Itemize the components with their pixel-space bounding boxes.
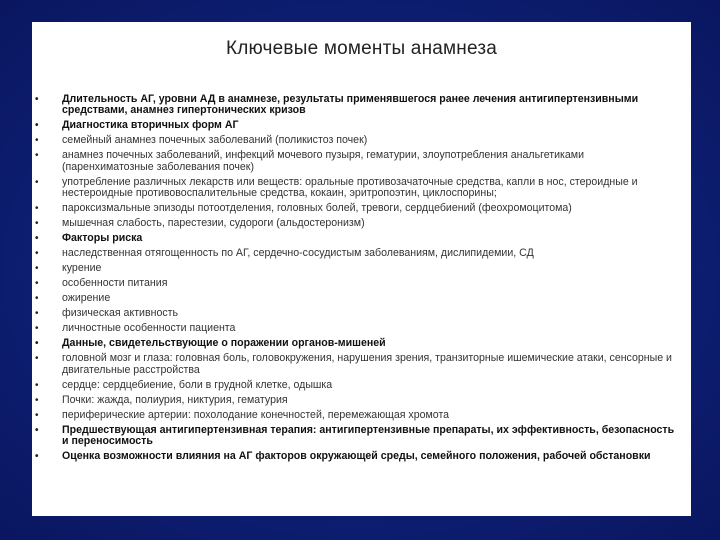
list-item	[32, 94, 691, 117]
bullet-icon: •	[35, 424, 39, 436]
list-item-text: Длительность АГ, уровни АД в анамнезе, результаты применявшегося ранее лечения антигипертензивными средствами, анамнез гипертонических кризов	[62, 93, 639, 117]
bullet-icon: •	[35, 135, 39, 147]
bullet-icon: •	[35, 120, 39, 132]
bullet-icon: •	[35, 176, 39, 188]
list-item	[32, 308, 691, 319]
bullet-icon: •	[35, 218, 39, 230]
list-item	[32, 451, 691, 462]
list-item-text: Диагностика вторичных форм АГ	[62, 119, 239, 132]
bullet-icon: •	[35, 94, 39, 105]
list-item-text: периферические артерии: похолодание конечностей, перемежающая хромота	[62, 408, 450, 421]
bullet-icon: •	[35, 278, 39, 290]
bullet-icon: •	[35, 394, 39, 406]
list-item	[32, 248, 691, 259]
list-item-text: головной мозг и глаза: головная боль, головокружения, нарушения зрения, транзиторные ишемические атаки, сенсорные и двигательные расстройства	[62, 352, 672, 376]
list-item-text: семейный анамнез почечных заболеваний (поликистоз почек)	[62, 134, 368, 147]
bullet-icon: •	[35, 248, 39, 260]
list-item-text: анамнез почечных заболеваний, инфекций мочевого пузыря, гематурии, злоупотребления анальгетиками (паренхиматозные заболевания почек)	[62, 149, 584, 173]
list-item-text: употребление различных лекарств или веществ: оральные противозачаточные средства, капли в нос, стероидные и нестероидные противовоспалительные средства, кокаин, эритропоэтин, циклоспорины;	[62, 175, 638, 200]
list-item	[32, 338, 691, 349]
bullet-icon: •	[35, 379, 39, 391]
list-item	[32, 410, 691, 421]
list-item	[32, 120, 691, 131]
list-item-text: Предшествующая антигипертензивная терапия: антигипертензивные препараты, их эффективность, безопасность и переносимость	[62, 423, 675, 448]
list-item-text: пароксизмальные эпизоды потоотделения, головных болей, тревоги, сердцебиений (феохромоцитома)	[62, 202, 572, 215]
list-item	[32, 353, 691, 376]
list-item	[32, 233, 691, 244]
bullet-icon: •	[35, 233, 39, 245]
list-item	[32, 425, 691, 448]
list-item-text: Почки: жажда, полиурия, никтурия, гематурия	[62, 393, 288, 406]
list-item	[32, 150, 691, 173]
list-item-text: физическая активность	[62, 307, 179, 320]
bullet-icon: •	[35, 263, 39, 275]
bullet-icon: •	[35, 409, 39, 421]
list-item-text: особенности питания	[62, 277, 168, 290]
list-item	[32, 323, 691, 334]
bullet-icon: •	[35, 338, 39, 350]
list-item-text: Оценка возможности влияния на АГ факторов окружающей среды, семейного положения, рабочей обстановки	[62, 450, 651, 463]
list-item-text: сердце: сердцебиение, боли в грудной клетке, одышка	[62, 378, 333, 391]
list-item	[32, 263, 691, 274]
list-item	[32, 395, 691, 406]
bullet-icon: •	[35, 323, 39, 335]
list-item-text: Данные, свидетельствующие о поражении органов-мишеней	[62, 337, 386, 350]
list-item	[32, 135, 691, 146]
slide-canvas	[32, 22, 691, 516]
list-item	[32, 218, 691, 229]
list-item-text: Факторы риска	[62, 232, 143, 245]
bullet-list	[32, 94, 691, 466]
list-item-text: ожирение	[62, 292, 111, 305]
list-item-text: личностные особенности пациента	[62, 322, 236, 335]
list-item	[32, 293, 691, 304]
list-item-text: курение	[62, 262, 102, 275]
slide-title: Ключевые моменты анамнеза	[225, 38, 498, 59]
list-item-text: наследственная отягощенность по АГ, сердечно-сосудистым заболеваниям, дислипидемии, СД	[62, 247, 534, 260]
bullet-icon: •	[35, 308, 39, 320]
list-item	[32, 380, 691, 391]
bullet-icon: •	[35, 150, 39, 162]
list-item	[32, 278, 691, 289]
bullet-icon: •	[35, 353, 39, 365]
bullet-icon: •	[35, 293, 39, 305]
list-item-text: мышечная слабость, парестезии, судороги (альдостеронизм)	[62, 217, 365, 230]
list-item	[32, 177, 691, 200]
bullet-icon: •	[35, 451, 39, 463]
bullet-icon: •	[35, 203, 39, 215]
list-item	[32, 203, 691, 214]
